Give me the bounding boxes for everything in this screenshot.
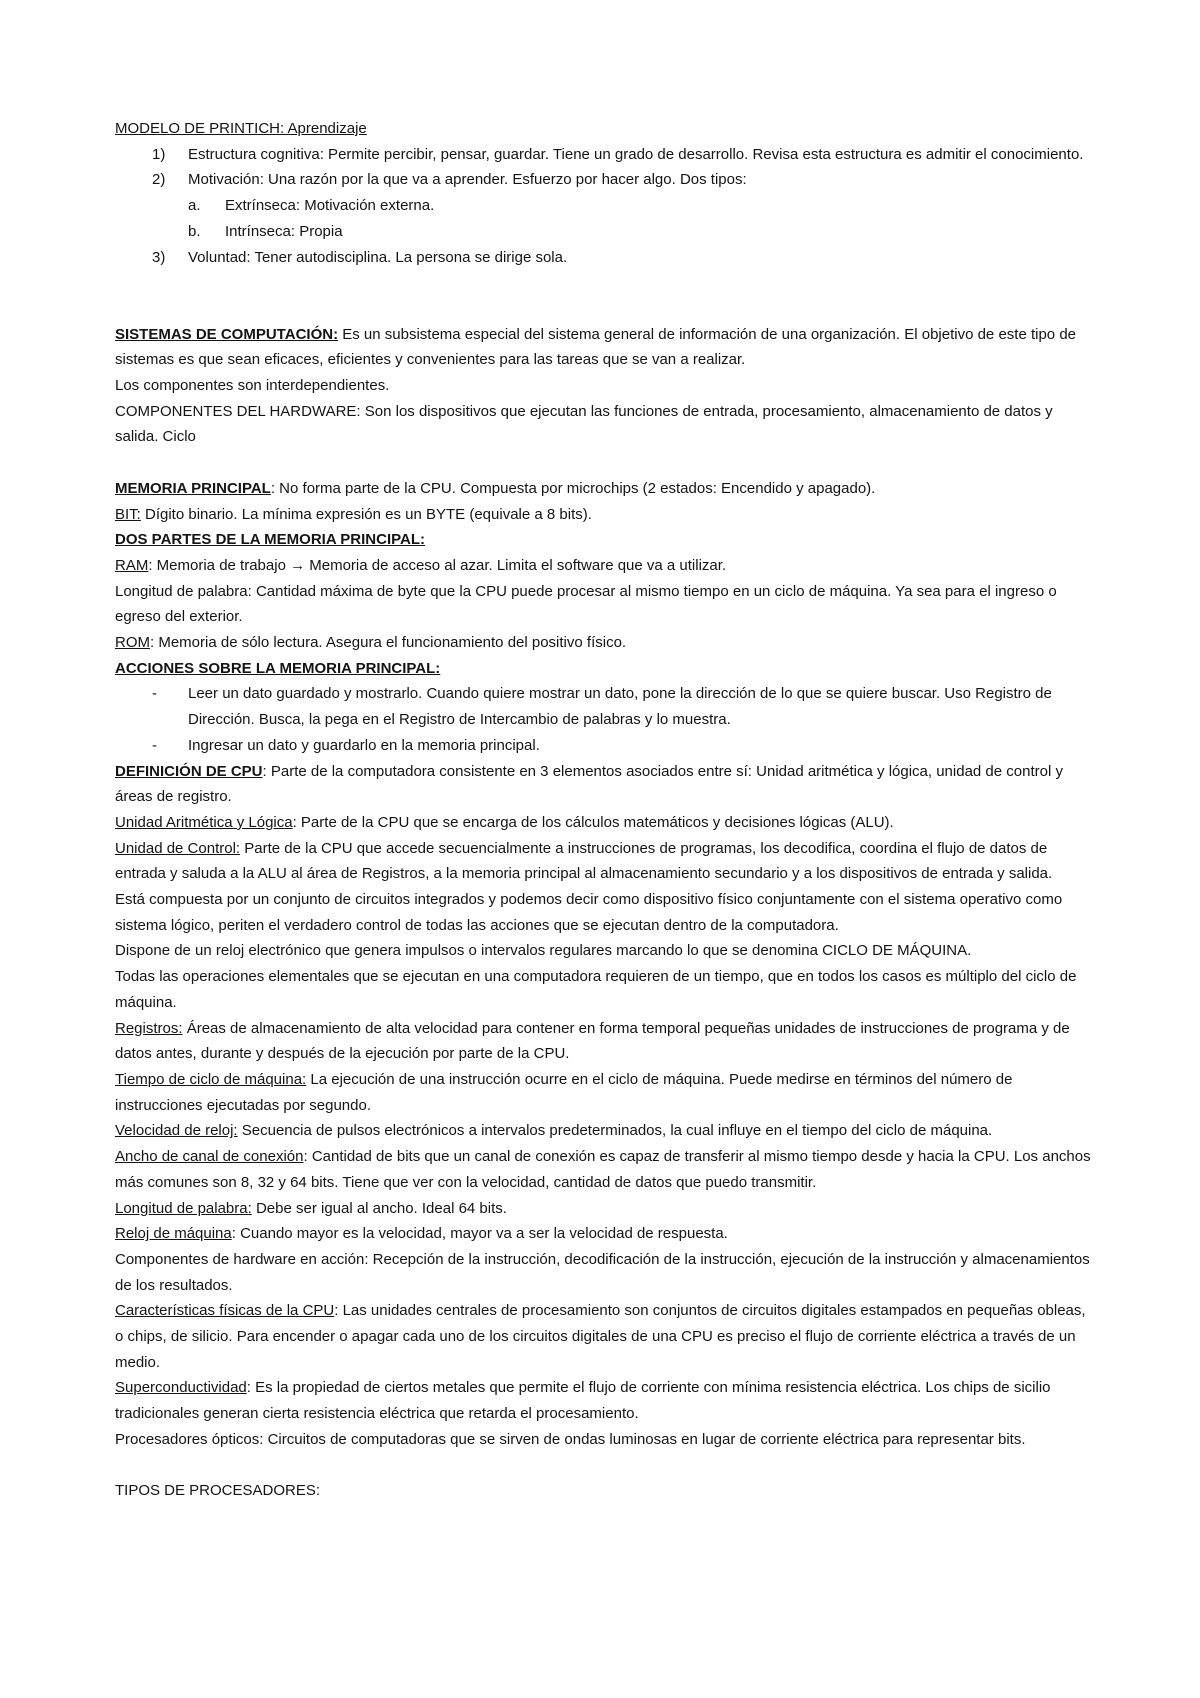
alu-paragraph: Unidad Aritmética y Lógica: Parte de la CPU que se encarga de los cálculos matemáticos y decisiones lógicas (ALU).	[115, 813, 894, 831]
control-unit-paragraph: Unidad de Control: Parte de la CPU que accede secuencialmente a instrucciones de programas, los decodifica, coordina el flujo de datos de entrada y saluda a la ALU al área de Registros, a la memoria principal al almacenamiento secundario y a los dispositivos de entrada y salida.	[115, 839, 1053, 883]
velocidad-reloj-paragraph: Velocidad de reloj: Secuencia de pulsos electrónicos a intervalos predeterminados, la cual influye en el tiempo del ciclo de máquina.	[115, 1122, 993, 1140]
bit-paragraph: BIT: Dígito binario. La mínima expresión es un BYTE (equivale a 8 bits).	[115, 505, 592, 523]
registros-paragraph: Registros: Áreas de almacenamiento de alta velocidad para contener en forma temporal pequeñas unidades de instrucciones de programa y de datos antes, durante y después de la ejecución por parte de la CPU.	[115, 1019, 1070, 1063]
paragraph: Dispone de un reloj electrónico que genera impulsos o intervalos regulares marcando lo que se denomina CICLO DE MÁQUINA.	[115, 942, 972, 960]
list-item: 2) Motivación: Una razón por la que va a aprender. Esfuerzo por hacer algo. Dos tipos:	[152, 171, 747, 189]
document-page	[115, 116, 1095, 1504]
reloj-maquina-paragraph: Reloj de máquina: Cuando mayor es la velocidad, mayor va a ser la velocidad de respuesta.	[115, 1225, 728, 1243]
section-heading: DOS PARTES DE LA MEMORIA PRINCIPAL:	[115, 531, 426, 549]
sub-list-item: b. Intrínseca: Propia	[188, 222, 343, 240]
superconductividad-paragraph: Superconductividad: Es la propiedad de ciertos metales que permite el flujo de corriente con mínima resistencia eléctrica. Los chips de sicilio tradicionales generan cierta resistencia eléctrica que retarda el procesamiento.	[115, 1379, 1051, 1423]
list-item: 1) Estructura cognitiva: Permite percibir, pensar, guardar. Tiene un grado de desarrollo. Revisa esta estructura es admitir el conocimiento.	[152, 145, 1084, 163]
ram-paragraph: RAM: Memoria de trabajo → Memoria de acceso al azar. Limita el software que va a utilizar.	[115, 556, 727, 574]
caracteristicas-paragraph: Características físicas de la CPU: Las unidades centrales de procesamiento son conjuntos de circuitos digitales estampados en pequeñas obleas, o chips, de silicio. Para encender o apagar cada uno de los circuitos digitales de una CPU es preciso el flujo de corriente eléctrica a través de un medio.	[115, 1302, 1086, 1371]
paragraph: Los componentes son interdependientes.	[115, 377, 390, 395]
longitud-palabra-paragraph: Longitud de palabra: Debe ser igual al ancho. Ideal 64 bits.	[115, 1199, 507, 1217]
tiempo-ciclo-paragraph: Tiempo de ciclo de máquina: La ejecución de una instrucción ocurre en el ciclo de máquina. Puede medirse en términos del número de instrucciones ejecutadas por segundo.	[115, 1070, 1013, 1114]
list-item: 3) Voluntad: Tener autodisciplina. La persona se dirige sola.	[152, 248, 568, 266]
ancho-canal-paragraph: Ancho de canal de conexión: Cantidad de bits que un canal de conexión es capaz de transferir al mismo tiempo desde y hacia la CPU. Los anchos más comunes son 8, 32 y 64 bits. Tiene que ver con la velocidad, cantidad de datos que puedo transmitir.	[115, 1148, 1091, 1191]
section-heading: ACCIONES SOBRE LA MEMORIA PRINCIPAL:	[115, 659, 441, 677]
paragraph: Componentes de hardware en acción: Recepción de la instrucción, decodificación de la instrucción, ejecución de la instrucción y almacenamientos de los resultados.	[115, 1250, 1090, 1294]
paragraph: COMPONENTES DEL HARDWARE: Son los dispositivos que ejecutan las funciones de entrada, procesamiento, almacenamiento de datos y salida. Ciclo	[115, 402, 1053, 446]
list-item: - Ingresar un dato y guardarlo en la memoria principal.	[152, 736, 540, 754]
paragraph: Todas las operaciones elementales que se ejecutan en una computadora requieren de un tiempo, que en todos los casos es múltiplo del ciclo de máquina.	[115, 968, 1077, 1011]
list-item: - Leer un dato guardado y mostrarlo. Cuando quiere mostrar un dato, pone la dirección de lo que se quiere buscar. Uso Registro de Dirección. Busca, la pega en el Registro de Intercambio de palabras y lo muestra.	[152, 685, 1052, 729]
rom-paragraph: ROM: Memoria de sólo lectura. Asegura el funcionamiento del positivo físico.	[115, 634, 627, 652]
sub-list-item: a. Extrínseca: Motivación externa.	[188, 197, 435, 215]
paragraph: Está compuesta por un conjunto de circuitos integrados y podemos decir como dispositivo físico conjuntamente con el sistema operativo como sistema lógico, periten el verdadero control de todas las acciones que se ejecutan dentro de la computadora.	[115, 891, 1063, 934]
sistemas-paragraph: SISTEMAS DE COMPUTACIÓN: Es un subsistema especial del sistema general de información de una organización. El objetivo de este tipo de sistemas es que sean eficaces, eficientes y convenientes para las tareas que se van a realizar.	[115, 325, 1076, 369]
paragraph: Procesadores ópticos: Circuitos de computadoras que se sirven de ondas luminosas en lugar de corriente eléctrica para representar bits.	[115, 1430, 1026, 1448]
memoria-principal-paragraph: MEMORIA PRINCIPAL: No forma parte de la CPU. Compuesta por microchips (2 estados: Encendido y apagado).	[115, 479, 876, 497]
tipos-heading: TIPOS DE PROCESADORES:	[115, 1482, 321, 1500]
cpu-definition-paragraph: DEFINICIÓN DE CPU: Parte de la computadora consistente en 3 elementos asociados entre sí: Unidad aritmética y lógica, unidad de control y áreas de registro.	[115, 762, 1063, 806]
paragraph: Longitud de palabra: Cantidad máxima de byte que la CPU puede procesar al mismo tiempo en un ciclo de máquina. Ya sea para el ingreso o egreso del exterior.	[115, 582, 1057, 626]
modelo-title: MODELO DE PRINTICH: Aprendizaje	[115, 120, 367, 137]
